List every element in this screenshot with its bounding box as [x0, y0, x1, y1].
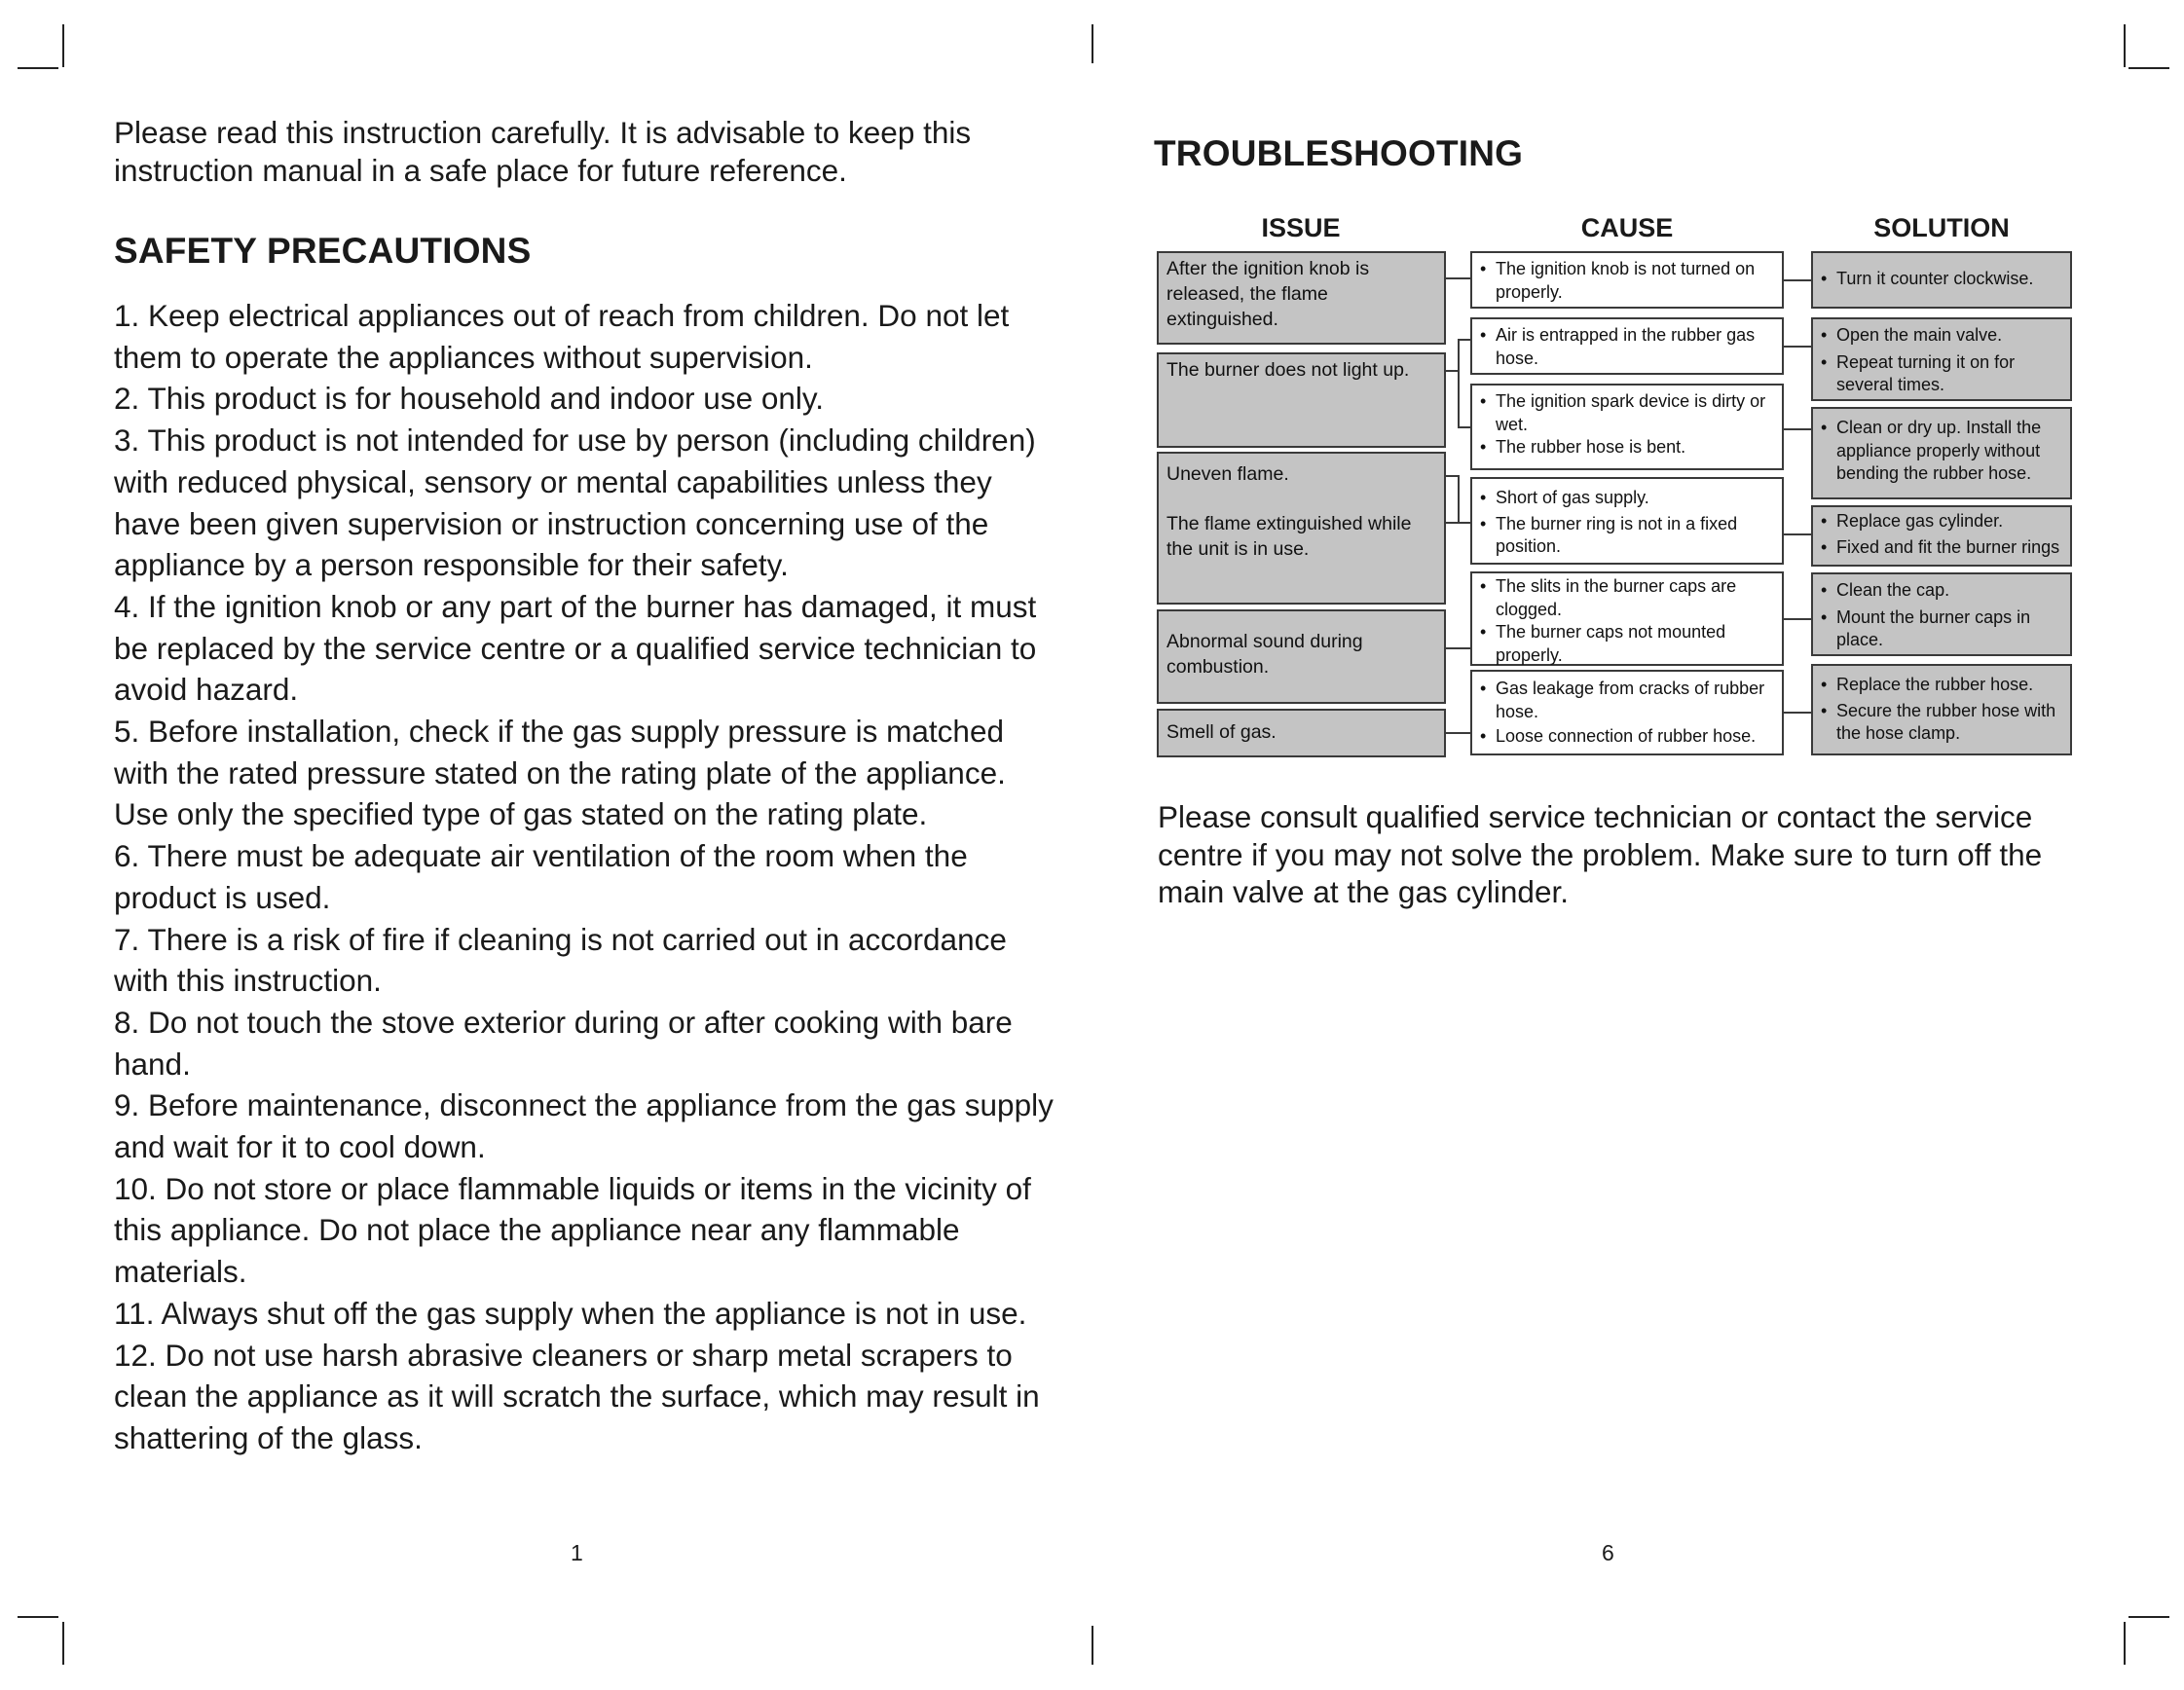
solution-box — [1811, 317, 2072, 401]
cause-box — [1470, 251, 1784, 309]
safety-list — [114, 295, 1060, 1459]
cause-box — [1470, 670, 1784, 755]
safety-item: 5. Before installation, check if the gas supply pressure is matched with the rated pressure stated on the rating plate of the appliance. Use only the specified type of gas stated on the rating plate. — [114, 714, 1006, 832]
cause-item: • The slits in the burner caps are clogged. — [1472, 575, 1782, 621]
safety-item: 6. There must be adequate air ventilation of the room when the product is used. — [114, 838, 968, 915]
connector-line — [1458, 339, 1470, 341]
solution-box — [1811, 407, 2072, 499]
safety-item: 3. This product is not intended for use by person (including children) with reduced physical, sensory or mental capabilities unless they have been given supervision or instruction concerning use of the appliance by a person responsible for their safety. — [114, 422, 1036, 583]
crop-mark — [1092, 24, 1093, 63]
crop-mark — [2128, 67, 2169, 69]
crop-mark — [18, 67, 58, 69]
crop-mark — [2128, 1616, 2169, 1618]
solution-box — [1811, 572, 2072, 656]
safety-item: 11. Always shut off the gas supply when the appliance is not in use. — [114, 1295, 1027, 1331]
page-number-right: 6 — [1602, 1540, 1614, 1565]
solution-item: • Open the main valve. — [1813, 324, 2070, 348]
crop-mark — [62, 24, 64, 67]
issue-box — [1157, 609, 1446, 704]
connector-line — [1458, 475, 1460, 522]
troubleshooting-heading: TROUBLESHOOTING — [1154, 133, 1524, 173]
cause-item: • The burner caps not mounted properly. — [1472, 621, 1782, 667]
connector-line — [1784, 346, 1811, 348]
connector-line — [1458, 426, 1470, 428]
cause-box — [1470, 477, 1784, 565]
connector-line — [1446, 647, 1470, 649]
column-header-cause: CAUSE — [1580, 213, 1674, 242]
crop-mark — [1092, 1626, 1093, 1665]
solution-item: • Fixed and fit the burner rings — [1813, 536, 2070, 560]
safety-item: 12. Do not use harsh abrasive cleaners or sharp metal scrapers to clean the appliance as it will scratch the surface, which may result in shattering of the glass. — [114, 1337, 1040, 1455]
issue-box — [1157, 251, 1446, 345]
solution-item: • Secure the rubber hose with the hose clamp. — [1813, 700, 2070, 746]
connector-line — [1784, 279, 1811, 281]
safety-item: 4. If the ignition knob or any part of the burner has damaged, it must be replaced by the service centre or a qualified service technician to avoid hazard. — [114, 588, 1037, 708]
cause-box — [1470, 384, 1784, 470]
cause-item: • Loose connection of rubber hose. — [1472, 725, 1782, 749]
page-number-left: 1 — [571, 1540, 583, 1565]
solution-item: • Turn it counter clockwise. — [1813, 268, 2070, 291]
cause-box — [1470, 571, 1784, 666]
connector-line — [1784, 618, 1811, 620]
issue-text: After the ignition knob is released, the flame extinguished. — [1166, 258, 1370, 330]
connector-line — [1784, 533, 1811, 535]
issue-box — [1157, 452, 1446, 605]
issue-text: Smell of gas. — [1166, 721, 1277, 743]
connector-line — [1446, 370, 1458, 372]
connector-line — [1446, 732, 1470, 734]
solution-box — [1811, 505, 2072, 567]
solution-item: • Clean the cap. — [1813, 579, 2070, 603]
crop-mark — [62, 1622, 64, 1665]
safety-heading: SAFETY PRECAUTIONS — [114, 231, 532, 271]
solution-item: • Replace the rubber hose. — [1813, 674, 2070, 697]
connector-line — [1784, 428, 1811, 430]
column-header-issue: ISSUE — [1261, 213, 1341, 242]
solution-item: • Replace gas cylinder. — [1813, 510, 2070, 533]
issue-box — [1157, 709, 1446, 757]
connector-line — [1446, 522, 1470, 524]
crop-mark — [2124, 24, 2126, 67]
column-header-solution: SOLUTION — [1873, 213, 2010, 242]
solution-box — [1811, 664, 2072, 755]
cause-item: • The ignition knob is not turned on properly. — [1472, 258, 1782, 304]
issue-box — [1157, 352, 1446, 448]
solution-item: • Clean or dry up. Install the appliance properly without bending the rubber hose. — [1813, 417, 2070, 486]
crop-mark — [18, 1616, 58, 1618]
safety-item: 2. This product is for household and indoor use only. — [114, 381, 825, 417]
cause-item: • The ignition spark device is dirty or wet. — [1472, 390, 1782, 436]
connector-line — [1446, 277, 1470, 279]
cause-item: • The rubber hose is bent. — [1472, 436, 1782, 459]
safety-item: 7. There is a risk of fire if cleaning is not carried out in accordance with this instruction. — [114, 921, 1007, 999]
issue-text: The flame extinguished while the unit is in use. — [1166, 513, 1412, 560]
issue-text: Abnormal sound during combustion. — [1166, 631, 1363, 678]
solution-item: • Repeat turning it on for several times. — [1813, 351, 2070, 397]
closing-text: Please consult qualified service technician or contact the service centre if you may not solve the problem. Make sure to turn off the main valve at the gas cylinder. — [1158, 799, 2043, 909]
safety-item: 10. Do not store or place flammable liquids or items in the vicinity of this appliance. Do not place the appliance near any flammable materials. — [114, 1170, 1031, 1290]
cause-item: • Air is entrapped in the rubber gas hose. — [1472, 324, 1782, 370]
solution-item: • Mount the burner caps in place. — [1813, 606, 2070, 652]
connector-line — [1784, 712, 1811, 714]
intro-text: Please read this instruction carefully. It is advisable to keep this instruction manual in a safe place for future reference. — [114, 115, 972, 188]
cause-item: • Gas leakage from cracks of rubber hose. — [1472, 678, 1782, 723]
cause-item: • The burner ring is not in a fixed position. — [1472, 513, 1782, 559]
connector-line — [1446, 475, 1458, 477]
cause-item: • Short of gas supply. — [1472, 487, 1782, 510]
issue-text: The burner does not light up. — [1166, 359, 1410, 381]
safety-item: 9. Before maintenance, disconnect the appliance from the gas supply and wait for it to cool down. — [114, 1087, 1054, 1165]
connector-line — [1458, 339, 1460, 428]
issue-text: Uneven flame. — [1166, 463, 1289, 485]
crop-mark — [2124, 1622, 2126, 1665]
cause-box — [1470, 317, 1784, 375]
safety-item: 8. Do not touch the stove exterior during or after cooking with bare hand. — [114, 1004, 1013, 1082]
safety-item: 1. Keep electrical appliances out of reach from children. Do not let them to operate the appliances without supervision. — [114, 298, 1010, 375]
solution-box — [1811, 251, 2072, 309]
